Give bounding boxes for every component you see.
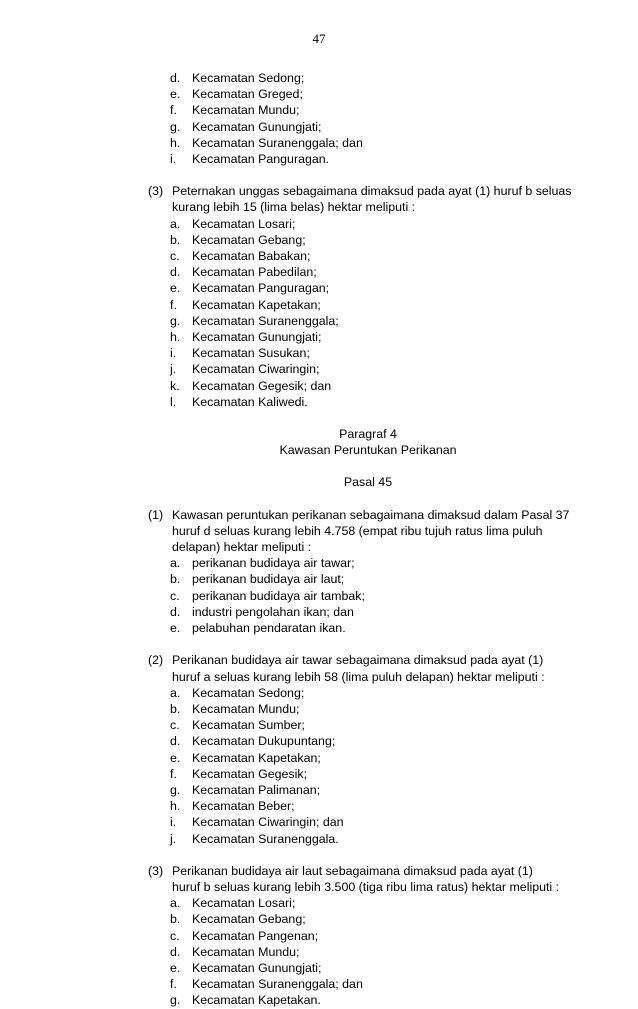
list-item: j. Kecamatan Suranenggala. <box>170 831 339 846</box>
list-item: e. Kecamatan Panguragan; <box>170 281 330 296</box>
list-item: i. Kecamatan Panguragan. <box>170 152 330 167</box>
list-item: f. Kecamatan Suranenggala; dan <box>170 977 363 992</box>
list-e <box>148 895 588 1008</box>
list-item: e. Kecamatan Greged; <box>170 87 303 102</box>
list-item: c. Kecamatan Sumber; <box>170 718 305 733</box>
list-item: c. Kecamatan Pangenan; <box>170 928 319 943</box>
list-item: h. Kecamatan Suranenggala; dan <box>170 135 363 150</box>
list-item: l. Kecamatan Kaliwedi. <box>170 394 308 409</box>
list-item: g. Kecamatan Suranenggala; <box>170 313 339 328</box>
list-item: d. Kecamatan Sedong; <box>170 71 305 85</box>
list-a <box>148 70 588 167</box>
list-c <box>148 555 588 636</box>
paragraph-3-unggas: (3) Peternakan unggas sebagaimana dimaksud pada ayat (1) huruf b seluas kurang lebih 15 (lima belas) hektar meliputi : <box>148 184 572 215</box>
list-item: f. Kecamatan Mundu; <box>170 103 300 118</box>
list-item: b. Kecamatan Mundu; <box>170 701 300 716</box>
list-item: b. Kecamatan Gebang; <box>170 912 306 927</box>
list-item: e. Kecamatan Gunungjati; <box>170 960 322 975</box>
list-item: g. Kecamatan Gunungjati; <box>170 119 322 134</box>
paragraph-2-air-tawar: (2) Perikanan budidaya air tawar sebagaimana dimaksud pada ayat (1) huruf a seluas kurang lebih 58 (lima puluh delapan) hektar meliputi : <box>148 653 545 684</box>
list-item: f. Kecamatan Kapetakan; <box>170 297 321 312</box>
list-d <box>148 685 588 847</box>
list-item: a. Kecamatan Losari; <box>170 896 296 911</box>
list-item: h. Kecamatan Gunungjati; <box>170 330 322 345</box>
list-item: h. Kecamatan Beber; <box>170 799 295 814</box>
list-item: e. pelabuhan pendaratan ikan. <box>170 621 346 636</box>
list-item: b. Kecamatan Gebang; <box>170 232 306 247</box>
pasal-heading: Pasal 45 <box>343 475 393 490</box>
paragraf-title: Kawasan Peruntukan Perikanan <box>279 443 457 458</box>
list-item: d. industri pengolahan ikan; dan <box>170 604 354 619</box>
list-item: i. Kecamatan Susukan; <box>170 346 310 361</box>
list-item: d. Kecamatan Pabedilan; <box>170 265 317 280</box>
list-item: g. Kecamatan Palimanan; <box>170 782 321 797</box>
list-b <box>148 216 588 410</box>
list-item: d. Kecamatan Mundu; <box>170 944 300 959</box>
list-item: k. Kecamatan Gegesik; dan <box>170 378 332 393</box>
list-item: c. Kecamatan Babakan; <box>170 249 311 264</box>
list-item: a. Kecamatan Losari; <box>170 216 296 231</box>
list-item: i. Kecamatan Ciwaringin; dan <box>170 815 344 830</box>
list-item: e. Kecamatan Kapetakan; <box>170 750 321 765</box>
list-item: c. perikanan budidaya air tambak; <box>170 588 365 603</box>
document-body <box>148 70 588 1009</box>
list-item: j. Kecamatan Ciwaringin; <box>170 362 320 377</box>
list-item: g. Kecamatan Kapetakan. <box>170 993 321 1008</box>
paragraph-3-air-laut: (3) Perikanan budidaya air laut sebagaimana dimaksud pada ayat (1) huruf b seluas kurang lebih 3.500 (tiga ribu lima ratus) hektar meliputi : <box>148 863 560 894</box>
paragraf-heading: Paragraf 4 <box>339 427 397 442</box>
list-item: b. perikanan budidaya air laut; <box>170 572 345 587</box>
paragraph-1-perikanan: (1) Kawasan peruntukan perikanan sebagaimana dimaksud dalam Pasal 37 huruf d seluas kurang lebih 4.758 (empat ribu tujuh ratus lima puluh delapan) hektar meliputi : <box>148 507 570 555</box>
list-item: d. Kecamatan Dukupuntang; <box>170 734 336 749</box>
list-item: a. Kecamatan Sedong; <box>170 685 305 700</box>
list-item: f. Kecamatan Gegesik; <box>170 766 308 781</box>
page-number: 47 <box>312 31 326 46</box>
list-item: a. perikanan budidaya air tawar; <box>170 556 355 571</box>
